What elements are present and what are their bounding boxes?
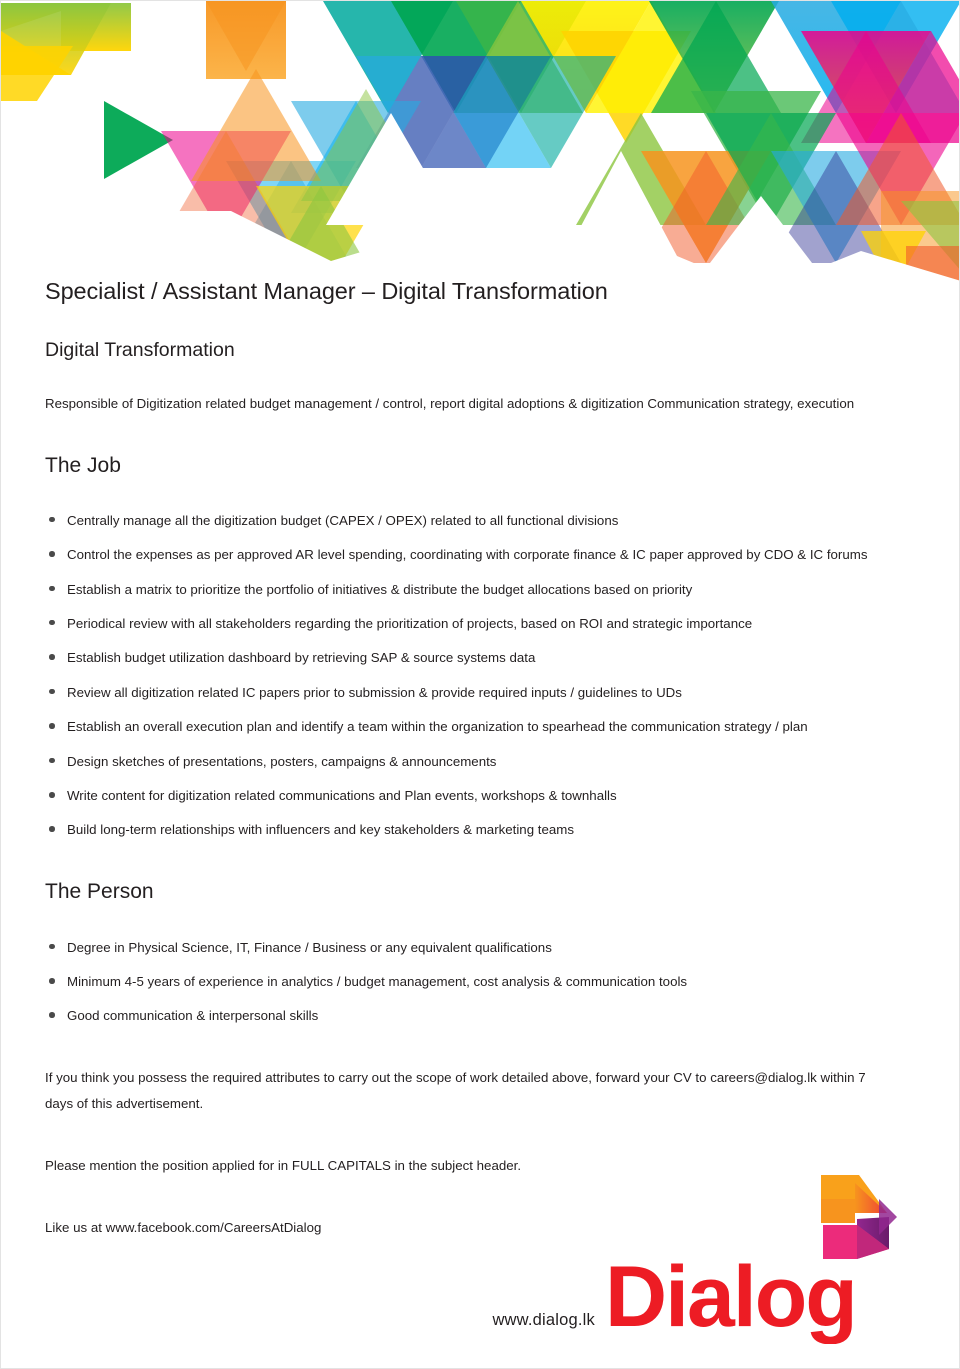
list-item: Establish budget utilization dashboard by retrieving SAP & source systems data	[45, 645, 897, 671]
brand-logo	[492, 1169, 905, 1344]
triangle-mosaic-banner	[1, 1, 960, 301]
department-title: Digital Transformation	[45, 339, 235, 362]
website-url: www.dialog.lk	[492, 1311, 595, 1329]
social-note: Like us at www.facebook.com/CareersAtDialog	[45, 1220, 322, 1236]
list-item: Establish an overall execution plan and identify a team within the organization to spearhead the communication strategy / plan	[45, 714, 897, 740]
list-item: Design sketches of presentations, posters, campaigns & announcements	[45, 749, 897, 775]
spacer	[45, 1143, 897, 1153]
svg-text:Dialog: Dialog	[605, 1252, 856, 1344]
list-item: Review all digitization related IC papers prior to submission & provide required inputs / guidelines to UDs	[45, 680, 897, 706]
list-item: Degree in Physical Science, IT, Finance / Business or any equivalent qualifications	[45, 935, 897, 961]
page-title: Specialist / Assistant Manager – Digital Transformation	[45, 278, 608, 304]
job-responsibilities-list	[45, 508, 897, 844]
list-item: Good communication & interpersonal skills	[45, 1003, 897, 1029]
list-item: Write content for digitization related communications and Plan events, workshops & townhalls	[45, 783, 897, 809]
list-item: Establish a matrix to prioritize the portfolio of initiatives & distribute the budget allocations based on priority	[45, 577, 897, 603]
section-heading-the-job: The Job	[45, 453, 121, 477]
ad-content	[45, 277, 897, 1267]
dialog-wordmark	[605, 1252, 905, 1344]
person-requirements-list	[45, 935, 897, 1030]
list-item: Control the expenses as per approved AR level spending, coordinating with corporate finance & IC paper approved by CDO & IC forums	[45, 542, 897, 568]
footer	[1, 1164, 960, 1354]
role-summary: Responsible of Digitization related budget management / control, report digital adoptions & digitization Communication strategy, execution	[45, 395, 855, 411]
apply-instruction: If you think you possess the required attributes to carry out the scope of work detailed above, forward your CV to careers@dialog.lk within 7 days of this advertisement.	[45, 1070, 866, 1112]
subject-header-note: Please mention the position applied for in FULL CAPITALS in the subject header.	[45, 1158, 522, 1174]
list-item: Build long-term relationships with influencers and key stakeholders & marketing teams	[45, 817, 897, 843]
list-item: Centrally manage all the digitization budget (CAPEX / OPEX) related to all functional divisions	[45, 508, 897, 534]
list-item: Periodical review with all stakeholders regarding the prioritization of projects, based on ROI and strategic importance	[45, 611, 897, 637]
section-heading-the-person: The Person	[45, 880, 154, 904]
list-item: Minimum 4-5 years of experience in analytics / budget management, cost analysis & communication tools	[45, 969, 897, 995]
dialog-logo-block	[605, 1169, 905, 1344]
dialog-chevron-logo-icon	[815, 1169, 901, 1265]
